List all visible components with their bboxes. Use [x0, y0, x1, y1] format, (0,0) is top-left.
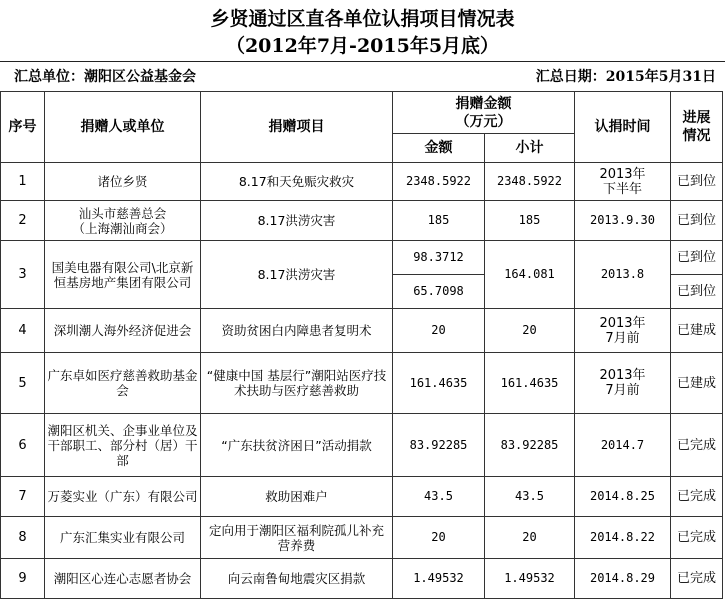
cell-progress: 已到位: [671, 241, 723, 275]
cell-seq: 4: [1, 309, 45, 353]
cell-amount: 65.7098: [393, 275, 485, 309]
header-donor: 捐赠人或单位: [45, 92, 201, 163]
cell-subtotal: 161.4635: [485, 353, 575, 414]
cell-time: 2014.8.22: [575, 517, 671, 559]
cell-seq: 2: [1, 201, 45, 241]
table-row: [1, 241, 723, 275]
cell-seq: 8: [1, 517, 45, 559]
header-amount: 金额: [393, 134, 485, 163]
cell-subtotal: 1.49532: [485, 559, 575, 599]
cell-time: 2013.8: [575, 241, 671, 309]
cell-amount: 83.92285: [393, 414, 485, 477]
table-row: [1, 309, 723, 353]
cell-progress: 已完成: [671, 414, 723, 477]
cell-time: 2014.7: [575, 414, 671, 477]
cell-amount: 98.3712: [393, 241, 485, 275]
cell-seq: 6: [1, 414, 45, 477]
cell-project: 8.17和天免赈灾救灾: [201, 163, 393, 201]
cell-seq: 3: [1, 241, 45, 309]
cell-project: 定向用于潮阳区福利院孤儿补充营养费: [201, 517, 393, 559]
cell-donor: 万菱实业（广东）有限公司: [45, 477, 201, 517]
cell-progress: 已到位: [671, 201, 723, 241]
cell-progress: 已到位: [671, 163, 723, 201]
cell-amount: 185: [393, 201, 485, 241]
table-row: [1, 163, 723, 201]
cell-amount: 20: [393, 517, 485, 559]
cell-donor: 深圳潮人海外经济促进会: [45, 309, 201, 353]
cell-donor: 潮阳区机关、企事业单位及干部职工、部分村（居）干部: [45, 414, 201, 477]
cell-donor: 汕头市慈善总会 （上海潮汕商会）: [45, 201, 201, 241]
cell-progress: 已完成: [671, 559, 723, 599]
cell-time: 2014.8.25: [575, 477, 671, 517]
header-subtotal: 小计: [485, 134, 575, 163]
cell-progress: 已建成: [671, 353, 723, 414]
summary-date: 汇总日期：2015年5月31日: [535, 69, 716, 85]
cell-donor: 潮阳区心连心志愿者协会: [45, 559, 201, 599]
summary-organization: 汇总单位：潮阳区公益基金会: [14, 69, 196, 85]
cell-amount: 1.49532: [393, 559, 485, 599]
header-amount-group: 捐赠金额 （万元）: [393, 92, 575, 134]
cell-seq: 7: [1, 477, 45, 517]
table-subtitle-period: （2012年7月-2015年5月底）: [225, 35, 500, 57]
cell-progress: 已建成: [671, 309, 723, 353]
table-row: [1, 201, 723, 241]
cell-time: 2014.8.29: [575, 559, 671, 599]
cell-donor: 国美电器有限公司\北京新恒基房地产集团有限公司: [45, 241, 201, 309]
cell-subtotal: 43.5: [485, 477, 575, 517]
cell-amount: 2348.5922: [393, 163, 485, 201]
table-row: [1, 477, 723, 517]
cell-amount: 20: [393, 309, 485, 353]
cell-progress: 已完成: [671, 517, 723, 559]
header-time: 认捐时间: [575, 92, 671, 163]
header-project: 捐赠项目: [201, 92, 393, 163]
table-row: [1, 414, 723, 477]
cell-time: 2013年 下半年: [575, 163, 671, 201]
cell-progress: 已到位: [671, 275, 723, 309]
header-progress: 进展 情况: [671, 92, 723, 163]
cell-progress: 已完成: [671, 477, 723, 517]
cell-subtotal: 164.081: [485, 241, 575, 309]
cell-time: 2013年 7月前: [575, 309, 671, 353]
table-row: [1, 559, 723, 599]
cell-time: 2013.9.30: [575, 201, 671, 241]
cell-project: 向云南鲁甸地震灾区捐款: [201, 559, 393, 599]
cell-subtotal: 83.92285: [485, 414, 575, 477]
donation-table: [0, 91, 723, 599]
cell-amount: 161.4635: [393, 353, 485, 414]
cell-project: “广东扶贫济困日”活动捐款: [201, 414, 393, 477]
table-title: 乡贤通过区直各单位认捐项目情况表: [210, 8, 515, 30]
cell-seq: 5: [1, 353, 45, 414]
cell-subtotal: 2348.5922: [485, 163, 575, 201]
divider: [0, 61, 725, 62]
cell-donor: 广东汇集实业有限公司: [45, 517, 201, 559]
cell-project: 8.17洪涝灾害: [201, 201, 393, 241]
cell-seq: 9: [1, 559, 45, 599]
cell-seq: 1: [1, 163, 45, 201]
cell-amount: 43.5: [393, 477, 485, 517]
cell-donor: 广东卓如医疗慈善救助基金会: [45, 353, 201, 414]
cell-project: 救助困难户: [201, 477, 393, 517]
cell-subtotal: 20: [485, 517, 575, 559]
cell-donor: 诸位乡贤: [45, 163, 201, 201]
cell-project: 8.17洪涝灾害: [201, 241, 393, 309]
table-row: [1, 353, 723, 414]
table-row: [1, 517, 723, 559]
cell-project: 资助贫困白内障患者复明术: [201, 309, 393, 353]
cell-subtotal: 185: [485, 201, 575, 241]
header-seq: 序号: [1, 92, 45, 163]
cell-subtotal: 20: [485, 309, 575, 353]
cell-time: 2013年 7月前: [575, 353, 671, 414]
cell-project: “健康中国 基层行”潮阳站医疗技术扶助与医疗慈善救助: [201, 353, 393, 414]
